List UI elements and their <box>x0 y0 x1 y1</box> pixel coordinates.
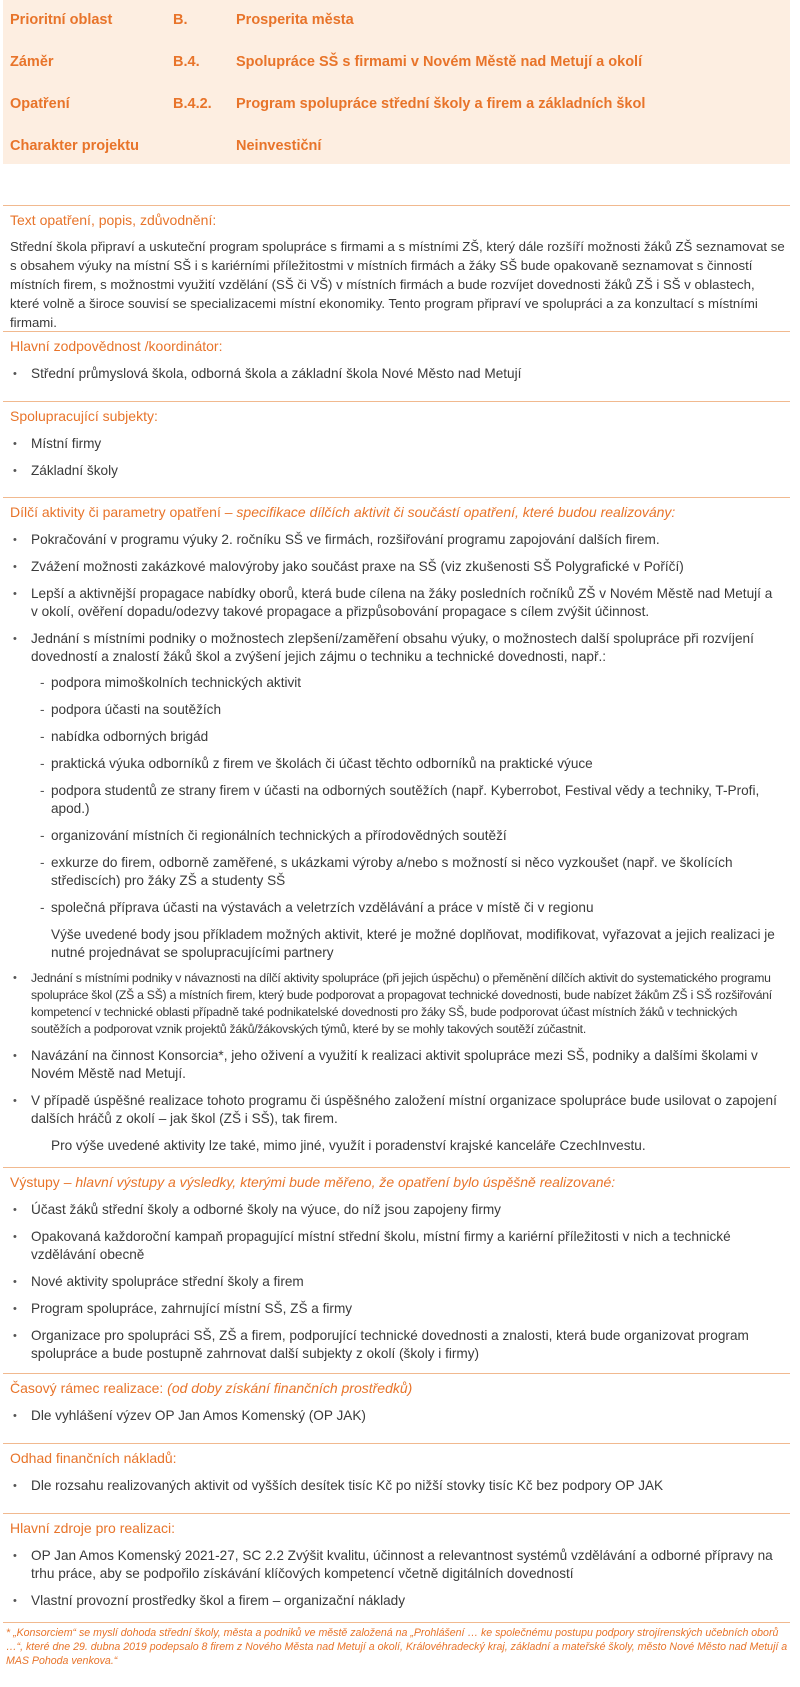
heading-title: Časový rámec realizace: <box>10 1380 164 1396</box>
section-heading: Hlavní zodpovědnost /koordinátor: <box>10 338 223 354</box>
section-coordinator <box>3 337 790 383</box>
description-text: Střední škola připraví a uskuteční program spolupráce s firmami a s místními ZŠ, který dále rozšíří možnosti žáků ZŠ seznamovat se s obsahem výuky na místní SŠ i s kariérními příležitostmi v místních firmách a žáky SŠ bude opakovaně seznamovat s činností místních firem, s možnostmi využití vzdělání (SŠ či VŠ) v místních firmách a bude rozvíjet dovednosti žáků ZŠ i SŠ v oblastech, které volně a široce souvisí se specializacemi místní ekonomiky. Tento program připraví ve spolupráci a za konzultací s místními firmami. <box>10 239 785 330</box>
footnote <box>6 1626 788 1668</box>
section-heading: Odhad finančních nákladů: <box>10 1450 177 1466</box>
list-item: • Dle rozsahu realizovaných aktivit od vyšších desítek tisíc Kč po nižší stovky tisíc Kč bez podpory OP JAK <box>3 1477 790 1495</box>
sub-list-item: - podpora účasti na soutěžích <box>3 701 780 719</box>
list-item: • Jednání s místními podniky o možnostech zlepšení/zaměření obsahu výuky, o možnostech další spolupráce při rozvíjení dovedností a znalostí žáků škol a zvýšení jejich zájmu o techniku a technické dovednosti, např.: <box>3 630 780 666</box>
section-divider <box>3 1622 790 1623</box>
sub-list-item: - nabídka odborných brigád <box>3 728 780 746</box>
section-heading <box>3 1379 790 1397</box>
header-code: B. <box>173 12 188 28</box>
section-divider <box>3 497 790 498</box>
list-item: • Nové aktivity spolupráce střední školy a firem <box>3 1273 780 1291</box>
czechinvest-note: Pro výše uvedené aktivity lze také, mimo jiné, využít i poradenství krajské kanceláře CzechInvestu. <box>51 1138 646 1153</box>
header-label: Opatření <box>10 96 70 112</box>
sub-list-item: - společná příprava účasti na výstavách a veletrzích vzdělávání a práce v místě či v regionu <box>3 899 780 917</box>
section-divider <box>3 1373 790 1374</box>
section-sources <box>3 1519 790 1610</box>
list-item: • Střední průmyslová škola, odborná škola a základní škola Nové Město nad Metují <box>3 365 790 383</box>
footnote-text: * „Konsorciem“ se myslí dohoda střední školy, města a podniků ve městě založená na „Prohlášení … ke společnému postupu podpory strojírenských učebních oborů …“, které dne 29. dubna 2019 podepsalo 8 firem z Nového Města nad Metují a okolí, Královéhradecký kraj, základní a mateřské školy, město Nové Město nad Metují a MAS Pohoda venkova.“ <box>6 1627 788 1667</box>
sub-list-item: - podpora mimoškolních technických aktivit <box>3 674 780 692</box>
examples-note: Výše uvedené body jsou příkladem možných aktivit, které je možné doplňovat, modifikovat, vyřazovat a jejich realizaci je nutné projednávat se spolupracujícími partnery <box>51 927 775 960</box>
section-heading: Spolupracující subjekty: <box>10 408 158 424</box>
heading-title: Dílčí aktivity či parametry opatření <box>10 504 221 520</box>
section-timeframe <box>3 1379 790 1425</box>
header-value: Neinvestiční <box>236 138 322 154</box>
header-value: Program spolupráce střední školy a firem a základních škol <box>236 96 646 112</box>
section-divider <box>3 1513 790 1514</box>
heading-title: Výstupy <box>10 1174 60 1190</box>
header-code: B.4.2. <box>173 96 212 112</box>
section-divider <box>3 1443 790 1444</box>
sub-list-item: - praktická výuka odborníků z firem ve školách či účast těchto odborníků na praktické výuce <box>3 755 780 773</box>
sub-list-item: - organizování místních či regionálních technických a přírodovědných soutěží <box>3 827 780 845</box>
sub-list-item: - podpora studentů ze strany firem v účasti na odborných soutěžích (např. Kyberrobot, Festival vědy a techniky, T-Profi, apod.) <box>3 782 780 818</box>
header-label: Záměr <box>10 54 54 70</box>
list-item: • Dle vyhlášení výzev OP Jan Amos Komenský (OP JAK) <box>3 1407 790 1425</box>
list-item: • Vlastní provozní prostředky škol a firem – organizační náklady <box>3 1592 780 1610</box>
list-item: • Lepší a aktivnější propagace nabídky oborů, která bude cílena na žáky posledních ročníků ZŠ v Novém Městě nad Metují a v okolí, ověření dopadu/odezvy takové propagace a přizpůsobování propagace s cílem zvýšit účinnost. <box>3 585 780 621</box>
heading-note: – specifikace dílčích aktivit či součástí opatření, které budou realizovány: <box>224 504 676 520</box>
section-divider <box>3 205 790 206</box>
section-heading <box>3 503 790 521</box>
heading-note: – hlavní výstupy a výsledky, kterými bude měřeno, že opatření bylo úspěšně realizované: <box>63 1174 616 1190</box>
header-code: B.4. <box>173 54 200 70</box>
list-item: • Místní firmy <box>3 435 790 453</box>
section-heading <box>3 1173 790 1191</box>
header-value: Spolupráce SŠ s firmami v Novém Městě nad Metují a okolí <box>236 54 643 70</box>
list-item: • Zvážení možnosti zakázkové malovýroby jako součást praxe na SŠ (viz zkušenosti SŠ Polygrafické v Poříčí) <box>3 558 780 576</box>
list-item: • Jednání s místními podniky v návaznosti na dílčí aktivity spolupráce (při jejich úspěchu) o přeměnění dílčích aktivit do systematického programu spolupráce škol (ZŠ a SŠ) a místních firem, který bude podporovat a propagovat technické dovednosti, bude nabízet žákům ZŠ i SŠ rozšiřování kompetencí v technické oblasti případně také podnikatelské dovednosti pro žáky SŠ, bude podporovat účast místních žáků v technických soutěžích a podporovat vznik projektů žáků/žákovských týmů, které by se mohly takových soutěží zúčastnit. <box>3 970 780 1038</box>
section-costs <box>3 1449 790 1495</box>
sub-list-item: - exkurze do firem, odborně zaměřené, s ukázkami výroby a/nebo s možností si něco vyzkoušet (např. ve školících střediscích) pro žáky ZŠ a studenty SŠ <box>3 854 780 890</box>
section-partners <box>3 407 790 480</box>
header-label: Charakter projektu <box>10 138 139 154</box>
section-divider <box>3 331 790 332</box>
list-item: • Pokračování v programu výuky 2. ročníku SŠ ve firmách, rozšiřování programu zapojování dalších firem. <box>3 531 780 549</box>
section-description <box>10 211 785 332</box>
list-item: • Organizace pro spolupráci SŠ, ZŠ a firem, podporující technické dovednosti a znalosti, která bude organizovat program spolupráce a bude postupně zahrnovat další subjekty z okolí (školy i firmy) <box>3 1327 780 1363</box>
list-item: • Navázání na činnost Konsorcia*, jeho oživení a využití k realizaci aktivit spolupráce mezi SŠ, podniky a dalšími školami v Novém Městě nad Metují. <box>3 1047 780 1083</box>
list-item: • OP Jan Amos Komenský 2021-27, SC 2.2 Zvýšit kvalitu, účinnost a relevantnost systémů vzdělávání a odborné přípravy na trhu práce, aby se podpořilo získávání klíčových kompetencí včetně digitálních dovedností <box>3 1547 780 1583</box>
list-item: • V případě úspěšné realizace tohoto programu či úspěšného založení místní organizace spolupráce bude usilovat o zapojení dalších hráčů z okolí – jak škol (ZŠ i SŠ), tak firem. <box>3 1092 780 1128</box>
header-label: Prioritní oblast <box>10 12 113 28</box>
heading-note: (od doby získání finančních prostředků) <box>167 1380 413 1396</box>
list-item: • Program spolupráce, zahrnující místní SŠ, ZŠ a firmy <box>3 1300 780 1318</box>
section-divider <box>3 1167 790 1168</box>
list-item: • Opakovaná každoroční kampaň propagující místní střední školu, místní firmy a kariérní příležitosti v nich a technické vzdělávání obecně <box>3 1228 780 1264</box>
section-heading: Text opatření, popis, zdůvodnění: <box>10 212 217 228</box>
list-item: • Základní školy <box>3 462 790 480</box>
section-outputs <box>3 1173 790 1363</box>
project-header <box>3 0 790 164</box>
section-heading: Hlavní zdroje pro realizaci: <box>10 1520 175 1536</box>
section-divider <box>3 401 790 402</box>
header-value: Prosperita města <box>236 12 354 28</box>
list-item: • Účast žáků střední školy a odborné školy na výuce, do níž jsou zapojeny firmy <box>3 1201 780 1219</box>
section-activities <box>3 503 790 1155</box>
